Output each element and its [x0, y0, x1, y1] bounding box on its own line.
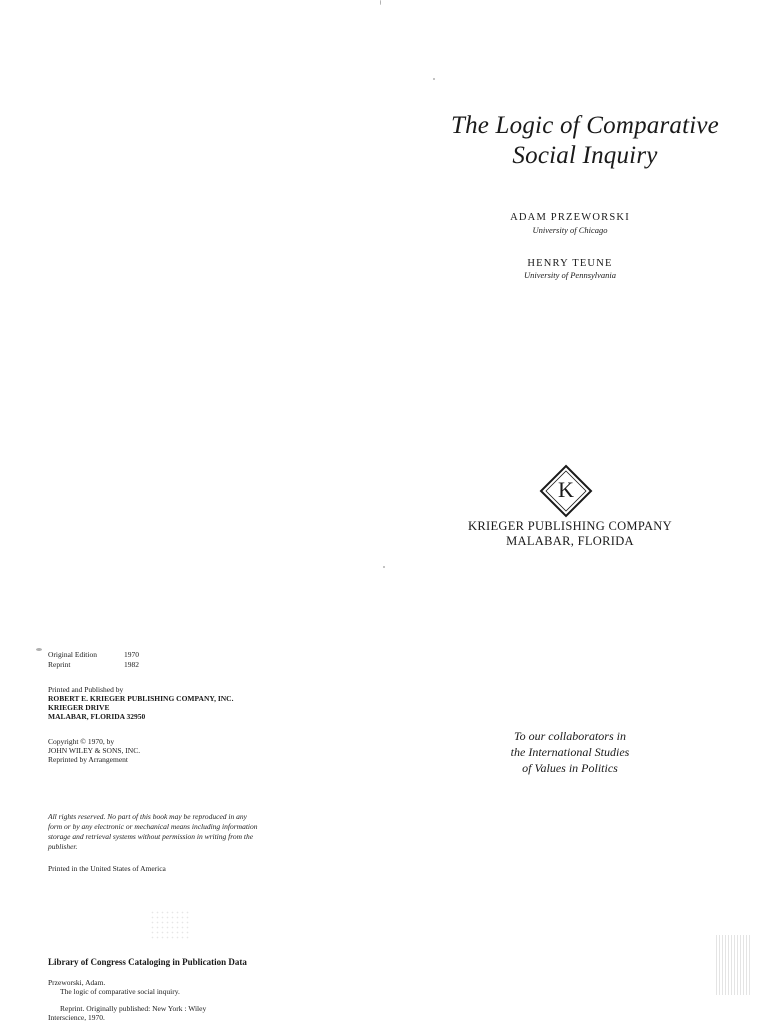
rights-line-4: publisher.: [48, 842, 78, 851]
book-title-line-1: The Logic of Comparative: [451, 112, 719, 139]
author-1-affiliation: University of Chicago: [532, 225, 608, 235]
dedication-line-3: of Values in Politics: [522, 761, 618, 775]
cataloging-line-2: The logic of comparative social inquiry.: [60, 987, 180, 996]
scan-noise-patch: [150, 910, 190, 940]
publisher-place: MALABAR, FLORIDA: [506, 534, 634, 548]
author-2-affiliation: University of Pennsylvania: [523, 270, 617, 280]
cataloging-line-1: Przeworski, Adam.: [48, 978, 106, 987]
copyright-line-3: Reprinted by Arrangement: [48, 755, 128, 764]
publisher-logo-letter: K: [558, 477, 574, 502]
scan-mark: [380, 0, 381, 5]
printed-in: Printed in the United States of America: [48, 864, 166, 873]
cataloging-heading: Library of Congress Cataloging in Publication Data: [48, 957, 247, 967]
rights-line-1: All rights reserved. No part of this book may be reproduced in any: [48, 812, 247, 821]
edition-year: 1982: [124, 660, 139, 669]
edition-year: 1970: [124, 650, 139, 659]
author-2-name: HENRY TEUNE: [527, 258, 613, 269]
publisher-logo: [539, 464, 593, 518]
edition-row: [48, 650, 248, 660]
publisher-name: KRIEGER PUBLISHING COMPANY: [468, 519, 672, 533]
dedication-line-2: the International Studies: [510, 745, 630, 759]
printer-street: KRIEGER DRIVE: [48, 703, 110, 712]
printed-published-intro: Printed and Published by: [48, 685, 124, 694]
printer-company: ROBERT E. KRIEGER PUBLISHING COMPANY, INC.: [48, 694, 234, 703]
rights-line-3: storage and retrieval systems without permission in writing from the: [48, 832, 254, 841]
rights-line-2: form or by any electronic or mechanical means including information: [48, 822, 258, 831]
scan-noise-patch: [716, 935, 752, 995]
dedication-line-1: To our collaborators in: [514, 729, 626, 743]
cataloging-line-4: Interscience, 1970.: [48, 1013, 105, 1022]
author-1-name: ADAM PRZEWORSKI: [510, 212, 630, 223]
scan-mark: [383, 566, 385, 568]
copyright-line-2: JOHN WILEY & SONS, INC.: [48, 746, 141, 755]
copyright-line-1: Copyright © 1970, by: [48, 737, 115, 746]
scan-mark: [36, 648, 42, 651]
printer-city: MALABAR, FLORIDA 32950: [48, 712, 146, 721]
cataloging-line-3: Reprint. Originally published: New York : Wiley: [60, 1004, 207, 1013]
scan-mark: [433, 78, 435, 80]
edition-row: [48, 660, 248, 670]
book-title-line-2: Social Inquiry: [512, 142, 658, 169]
edition-label: Original Edition: [48, 650, 97, 659]
edition-label: Reprint: [48, 660, 71, 669]
